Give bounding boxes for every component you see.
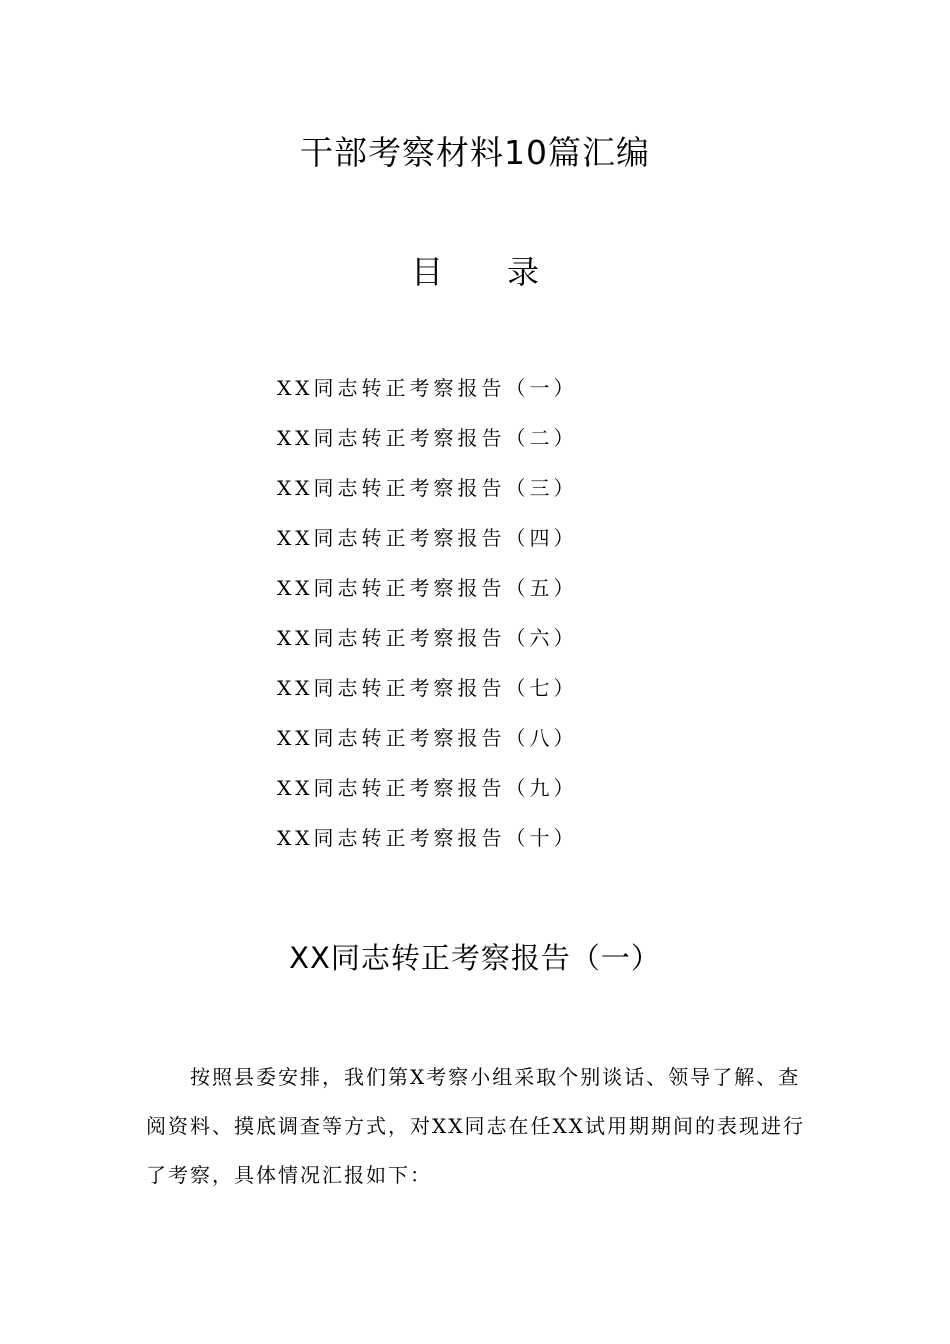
toc-item[interactable]: XX同志转正考察报告（一） xyxy=(277,376,578,400)
toc-heading-char-1: 目 xyxy=(410,253,443,291)
toc-item[interactable]: XX同志转正考察报告（三） xyxy=(277,476,578,500)
toc-item[interactable]: XX同志转正考察报告（二） xyxy=(277,426,578,450)
table-of-contents-heading xyxy=(0,250,950,294)
toc-heading-char-2: 录 xyxy=(507,253,540,291)
toc-item[interactable]: XX同志转正考察报告（五） xyxy=(277,576,578,600)
toc-item[interactable]: XX同志转正考察报告（四） xyxy=(277,526,578,550)
table-of-contents xyxy=(277,366,577,866)
toc-item[interactable]: XX同志转正考察报告（九） xyxy=(277,776,578,800)
toc-item[interactable]: XX同志转正考察报告（六） xyxy=(277,626,578,650)
toc-item[interactable]: XX同志转正考察报告（十） xyxy=(277,826,578,850)
body-paragraph: 按照县委安排，我们第X考察小组采取个别谈话、领导了解、查阅资料、摸底调查等方式，对XX同志在任XX试用期期间的表现进行了考察，具体情况汇报如下： xyxy=(146,1065,805,1187)
toc-item[interactable]: XX同志转正考察报告（八） xyxy=(277,726,578,750)
toc-item[interactable]: XX同志转正考察报告（七） xyxy=(277,676,578,700)
document-title: 干部考察材料10篇汇编 xyxy=(300,133,650,172)
section-title: XX同志转正考察报告（一） xyxy=(289,941,661,975)
